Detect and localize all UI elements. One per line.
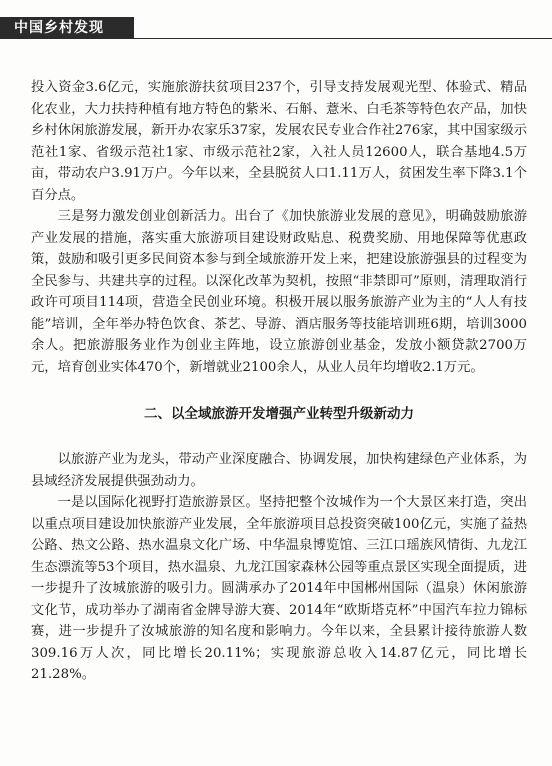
paragraph-industry-intro: 以旅游产业为龙头，带动产业深度融合、协调发展，加快构建绿色产业体系，为县域经济发展提供强劲动力。	[31, 452, 527, 489]
article-body	[31, 77, 527, 686]
paragraph-poverty-tourism: 投入资金3.6亿元，实施旅游扶贫项目237个，引导支持发展观光型、体验式、精品化农业，大力扶持种植有地方特色的紫米、石斛、薏米、白毛茶等特色农产品，加快乡村休闲旅游发展，新开办农家乐37家，发展农民专业合作社276家，其中国家级示范社1家、省级示范社1家、市级示范社2家，入社人员12600人，联合基地4.5万亩，带动农户3.91万户。今年以来，全县脱贫人口1.11万人，贫困发生率下降3.1个百分点。	[31, 80, 527, 203]
paragraph-entrepreneurship: 三是努力激发创业创新活力。出台了《加快旅游业发展的意见》，明确鼓励旅游产业发展的措施，落实重大旅游项目建设财政贴息、税费奖励、用地保障等优惠政策，鼓励和吸引更多民间资本参与到全域旅游开发上来，把建设旅游强县的过程变为全民参与、共建共享的过程。以深化改革为契机，按照“非禁即可”原则，清理取消行政许可项目114项，营造全民创业环境。积极开展以服务旅游产业为主的“人人有技能”培训，全年举办特色饮食、茶艺、导游、酒店服务等技能培训班6期，培训3000余人。把旅游服务业作为创业主阵地，设立旅游创业基金，发放小额贷款2700万元，培育创业实体470个，新增就业2100余人，从业人员年均增收2.1万元。	[31, 209, 527, 375]
header-rule	[134, 38, 552, 39]
paragraph-scenic-areas: 一是以国际化视野打造旅游景区。坚持把整个汝城作为一个大景区来打造，突出以重点项目建设加快旅游产业发展，全年旅游项目总投资突破100亿元，实施了益热公路、热文公路、热水温泉文化广场、中华温泉博览馆、三江口瑶族风情街、九龙江生态漂流等53个项目，热水温泉、九龙江国家森林公园等重点景区实现全面提质，进一步提升了汝城旅游的吸引力。圆满承办了2014年中国郴州国际（温泉）休闲旅游文化节，成功举办了湖南省金牌导游大赛、2014年“欧斯塔克杯”中国汽车拉力锦标赛，进一步提升了汝城旅游的知名度和影响力。今年以来，全县累计接待旅游人数309.16万人次，同比增长20.11%；实现旅游总收入14.87亿元，同比增长21.28%。	[31, 495, 527, 682]
header-bar	[0, 17, 134, 39]
section-heading: 二、以全域旅游开发增强产业转型升级新动力	[144, 406, 414, 422]
header-title: 中国乡村发现	[14, 20, 104, 36]
